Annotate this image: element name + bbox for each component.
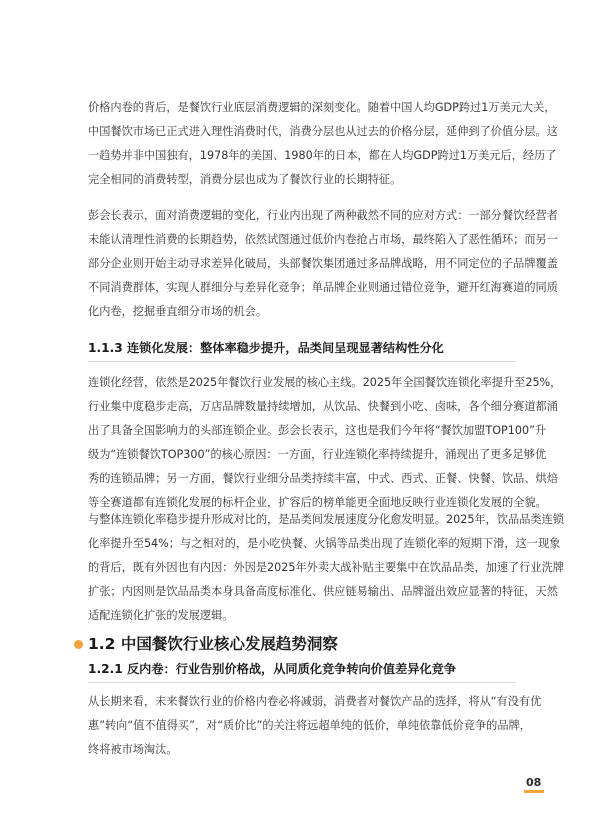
paragraph-line: 终将被市场淘汰。 xyxy=(88,743,178,756)
paragraph-line: 化率提升至54%；与之相对的，是小吃快餐、火锅等品类出现了连锁化率的短期下滑，这一现象 xyxy=(88,537,561,550)
paragraph-line: 等全赛道都有连锁化发展的标杆企业，扩容后的榜单能更全面地反映行业连锁化发展的全貌。 xyxy=(88,496,547,509)
paragraph-line: 行业集中度稳步走高，万店品牌数量持续增加，从饮品、快餐到小吃、卤味，各个细分赛道都涌 xyxy=(88,400,558,413)
paragraph-anti-involution xyxy=(88,690,542,762)
paragraph-line: 出了具备全国影响力的头部连锁企业。彭会长表示，这也是我们今年将“餐饮加盟TOP100”升 xyxy=(88,424,547,437)
paragraph-line: 秀的连锁品牌；另一方面，餐饮行业细分品类持续丰富，中式、西式、正餐、快餐、饮品、烘焙 xyxy=(88,472,558,485)
heading-divider xyxy=(88,361,516,362)
paragraph-line: 化内卷，挖掘垂直细分市场的机会。 xyxy=(88,305,268,318)
heading-divider xyxy=(88,682,516,683)
paragraph-line: 的背后，既有外因也有内因：外因是2025年外卖大战补贴主要集中在饮品品类，加速了行业洗牌 xyxy=(88,561,564,574)
paragraph-line: 扩张；内因则是饮品品类本身具备高度标准化、供应链易输出、品牌溢出效应显著的特征，天然 xyxy=(88,585,558,598)
paragraph-line: 一趋势并非中国独有，1978年的美国、1980年的日本，都在人均GDP跨过1万美元后，经历了 xyxy=(88,149,557,162)
paragraph-line: 价格内卷的背后，是餐饮行业底层消费逻辑的深刻变化。随着中国人均GDP跨过1万美元大关， xyxy=(88,101,556,114)
page-number-accent-bar xyxy=(524,790,544,793)
paragraph-line: 连锁化经营，依然是2025年餐饮行业发展的核心主线。2025年全国餐饮连锁化率提升至25%， xyxy=(88,376,562,389)
paragraph-chain-development xyxy=(88,371,562,515)
paragraph-line: 从长期来看，未来餐饮行业的价格内卷必将减弱，消费者对餐饮产品的选择，将从“有没有优 xyxy=(88,695,542,708)
paragraph-line: 与整体连锁化率稳步提升形成对比的，是品类间发展速度分化愈发明显。2025年，饮品品类连锁 xyxy=(88,513,564,526)
paragraph-line: 彭会长表示，面对消费逻辑的变化，行业内出现了两种截然不同的应对方式：一部分餐饮经营者 xyxy=(88,209,558,222)
paragraph-category-divergence xyxy=(88,508,564,628)
paragraph-line: 惠”转向“值不值得买”，对“质价比”的关注将远超单纯的低价，单纯依靠低价竞争的品牌， xyxy=(88,719,531,732)
paragraph-line: 部分企业则开始主动寻求差异化破局，头部餐饮集团通过多品牌战略，用不同定位的子品牌覆盖 xyxy=(88,257,558,270)
subsection-heading-1-1-3: 1.1.3 连锁化发展：整体率稳步提升，品类间呈现显著结构性分化 xyxy=(88,341,444,355)
section-heading-1-2: 1.2 中国餐饮行业核心发展趋势洞察 xyxy=(88,635,338,653)
paragraph-line: 适配连锁化扩张的发展逻辑。 xyxy=(88,609,234,622)
paragraph-line: 级为“连锁餐饮TOP300”的核心原因：一方面，行业连锁化率持续提升，涌现出了更多足够优 xyxy=(88,448,547,461)
paragraph-line: 中国餐饮市场已正式进入理性消费时代，消费分层也从过去的价格分层，延伸到了价值分层。这 xyxy=(88,125,558,138)
paragraph-line: 未能认清理性消费的长期趋势，依然试图通过低价内卷抢占市场，最终陷入了恶性循环；而另一 xyxy=(88,233,558,246)
paragraph-price-involution xyxy=(88,96,558,192)
subsection-heading-1-2-1: 1.2.1 反内卷：行业告别价格战，从同质化竞争转向价值差异化竞争 xyxy=(88,662,457,676)
section-bullet-icon xyxy=(74,640,83,649)
page-number: 08 xyxy=(526,776,542,789)
paragraph-line: 完全相同的消费转型，消费分层也成为了餐饮行业的长期特征。 xyxy=(88,173,402,186)
paragraph-line: 不同消费群体，实现人群细分与差异化竞争；单品牌企业则通过错位竞争，避开红海赛道的同质 xyxy=(88,281,558,294)
paragraph-industry-response xyxy=(88,204,558,324)
